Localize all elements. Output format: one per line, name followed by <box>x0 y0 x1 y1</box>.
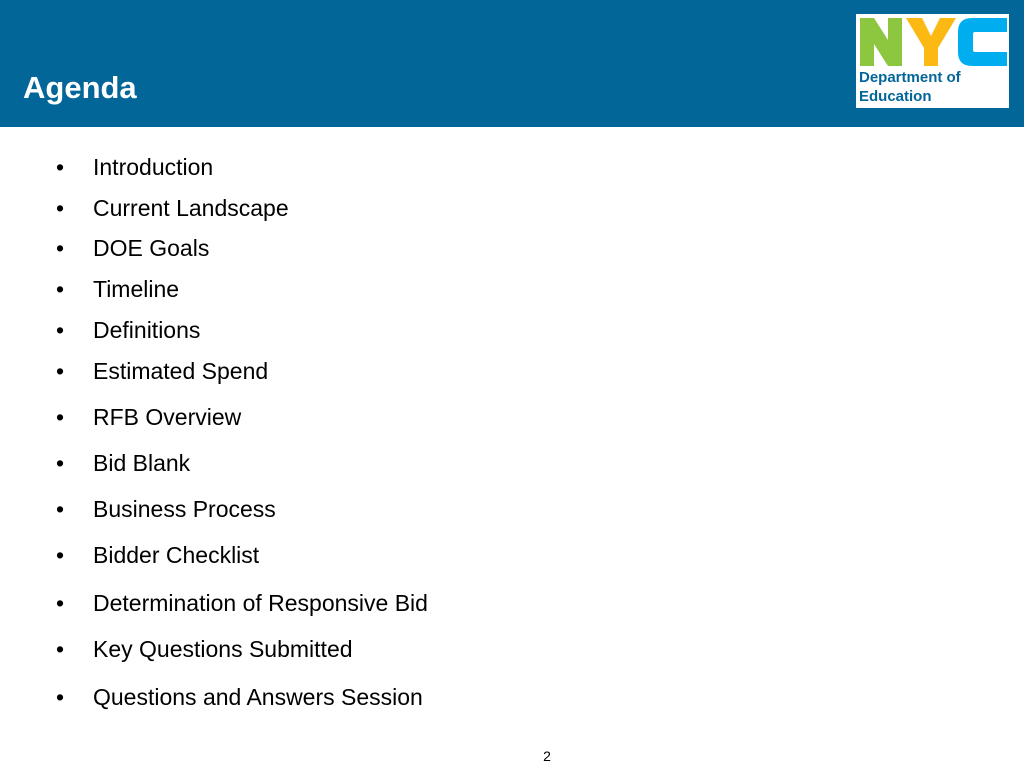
bullet-icon: • <box>56 450 65 476</box>
agenda-item-label: Questions and Answers Session <box>93 684 423 710</box>
agenda-item <box>0 588 700 618</box>
logo-letter-y <box>906 18 956 66</box>
agenda-item <box>0 682 700 712</box>
nyc-wordmark-icon <box>856 14 1009 68</box>
agenda-item <box>0 315 700 345</box>
bullet-icon: • <box>56 636 65 662</box>
bullet-icon: • <box>56 154 65 180</box>
bullet-icon: • <box>56 404 65 430</box>
agenda-item-label: Key Questions Submitted <box>93 636 353 662</box>
logo-letter-n <box>860 18 902 66</box>
agenda-item <box>0 448 700 478</box>
bullet-icon: • <box>56 195 65 221</box>
agenda-item <box>0 233 700 263</box>
agenda-item-label: DOE Goals <box>93 235 210 261</box>
bullet-icon: • <box>56 235 65 261</box>
bullet-icon: • <box>56 276 65 302</box>
agenda-item <box>0 634 700 664</box>
agenda-item <box>0 274 700 304</box>
agenda-item <box>0 152 700 182</box>
slide-title: Agenda <box>23 70 137 105</box>
bullet-icon: • <box>56 358 65 384</box>
agenda-item-label: Timeline <box>93 276 180 302</box>
agenda-item <box>0 494 700 524</box>
agenda-item-label: RFB Overview <box>93 404 242 430</box>
logo-letter-c <box>958 18 1007 66</box>
agenda-item <box>0 193 700 223</box>
agenda-item-label: Current Landscape <box>93 195 289 221</box>
bullet-icon: • <box>56 542 65 568</box>
agenda-item <box>0 402 700 432</box>
agenda-item-label: Estimated Spend <box>93 358 269 384</box>
bullet-icon: • <box>56 684 65 710</box>
agenda-item-label: Bid Blank <box>93 450 191 476</box>
header-bar <box>0 0 1024 127</box>
bullet-icon: • <box>56 590 65 616</box>
bullet-icon: • <box>56 317 65 343</box>
agenda-item-label: Business Process <box>93 496 276 522</box>
agenda-item-label: Introduction <box>93 154 214 180</box>
agenda-item-label: Bidder Checklist <box>93 542 260 568</box>
page-number: 2 <box>543 748 551 764</box>
logo-education-text: Education <box>859 88 932 105</box>
bullet-icon: • <box>56 496 65 522</box>
agenda-item-label: Definitions <box>93 317 201 343</box>
agenda-item-label: Determination of Responsive Bid <box>93 590 428 616</box>
agenda-item <box>0 540 700 570</box>
logo-department-text: Department of <box>859 69 961 86</box>
agenda-item <box>0 356 700 386</box>
nyc-doe-logo <box>856 14 1009 108</box>
